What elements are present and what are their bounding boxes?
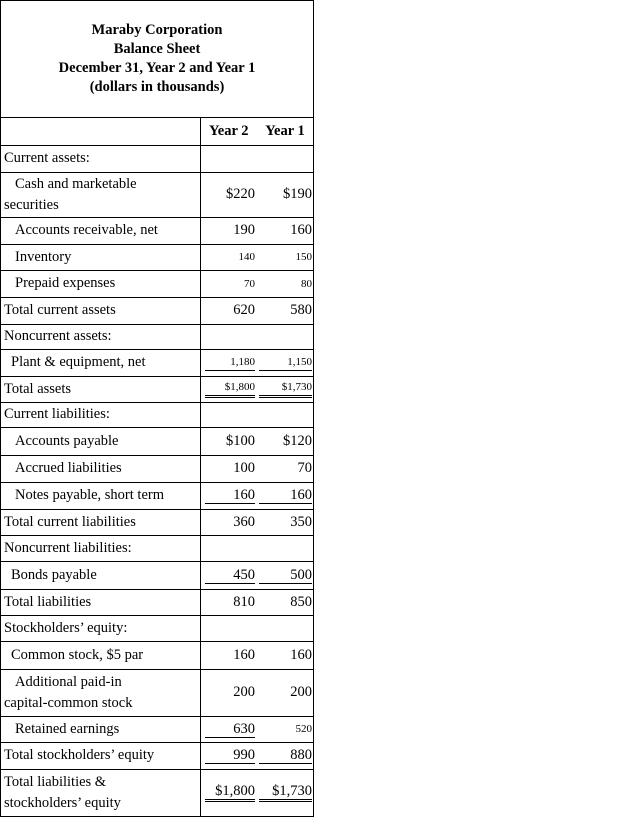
row-label: Total liabilities & stockholders’ equity	[1, 769, 200, 816]
section-stockholders-equity: Stockholders’ equity:	[1, 615, 200, 641]
section-current-liabilities: Current liabilities:	[1, 402, 200, 427]
row-label: Common stock, $5 par	[1, 641, 200, 669]
row-label: Accounts receivable, net	[1, 217, 200, 244]
row-label: Retained earnings	[1, 716, 200, 742]
row-value-y2: $1,800	[205, 380, 255, 398]
sheet-header	[1, 1, 313, 118]
row-value-y1: $190	[257, 172, 313, 217]
col-year1: Year 1	[257, 118, 313, 145]
row-label: Total liabilities	[1, 589, 200, 615]
row-value-y2: $220	[200, 172, 257, 217]
table-row	[1, 402, 313, 427]
row-value-y1: 580	[257, 297, 313, 324]
row-value-y2: 360	[200, 509, 257, 535]
row-value-y2: 190	[200, 217, 257, 244]
row-label: Accounts payable	[1, 427, 200, 455]
row-label: Prepaid expenses	[1, 270, 200, 297]
row-value-y1: $1,730	[259, 380, 312, 398]
section-noncurrent-liabilities: Noncurrent liabilities:	[1, 535, 200, 561]
row-value-y2: 1,180	[205, 355, 255, 371]
row-label: Total current assets	[1, 297, 200, 324]
row-value-y2: 100	[200, 455, 257, 482]
table-row	[1, 145, 313, 172]
row-value-y2: 620	[200, 297, 257, 324]
row-value-y1: 500	[259, 568, 312, 584]
row-value-y1: 150	[257, 244, 313, 270]
row-label: Accrued liabilities	[1, 455, 200, 482]
row-value-y1: 850	[257, 589, 313, 615]
col-year2: Year 2	[200, 118, 257, 145]
table-row	[1, 217, 313, 244]
row-value-y1: $120	[257, 427, 313, 455]
statement-units: (dollars in thousands)	[89, 79, 225, 95]
row-value-y1: 70	[257, 455, 313, 482]
table-row	[1, 455, 313, 482]
table-row	[1, 297, 313, 324]
table-row	[1, 769, 313, 816]
row-value-y2: 160	[205, 488, 255, 504]
table-row	[1, 589, 313, 615]
row-value-y1: 160	[257, 217, 313, 244]
row-label: Total assets	[1, 376, 200, 402]
row-value-y2: $100	[200, 427, 257, 455]
statement-date: December 31, Year 2 and Year 1	[58, 60, 256, 76]
row-label: Bonds payable	[1, 561, 200, 589]
row-value-y2: 990	[205, 748, 255, 764]
row-label: Notes payable, short term	[1, 482, 200, 509]
column-header-row	[1, 118, 313, 145]
row-label: Cash and marketable securities	[1, 172, 200, 217]
section-current-assets: Current assets:	[1, 145, 200, 172]
table-row	[1, 427, 313, 455]
row-value-y1: 350	[257, 509, 313, 535]
row-value-y1: 80	[257, 270, 313, 297]
table-row	[1, 641, 313, 669]
table-row	[1, 172, 313, 217]
row-value-y1: 1,150	[259, 355, 312, 371]
table-row	[1, 509, 313, 535]
balance-sheet	[0, 0, 314, 817]
row-value-y2: 450	[205, 568, 255, 584]
table-row	[1, 270, 313, 297]
row-value-y1: 200	[257, 669, 313, 716]
row-value-y2: 810	[200, 589, 257, 615]
company-name: Maraby Corporation	[91, 22, 223, 38]
row-value-y1: 160	[257, 641, 313, 669]
balance-table	[1, 118, 313, 817]
table-row	[1, 742, 313, 769]
table-row	[1, 376, 313, 402]
row-label: Inventory	[1, 244, 200, 270]
row-value-y2: $1,800	[205, 784, 255, 802]
table-row	[1, 716, 313, 742]
table-row	[1, 615, 313, 641]
row-value-y2: 140	[200, 244, 257, 270]
row-label: Total current liabilities	[1, 509, 200, 535]
row-value-y2: 630	[205, 722, 255, 738]
row-value-y2: 200	[200, 669, 257, 716]
row-value-y1: 880	[259, 748, 312, 764]
table-row	[1, 324, 313, 349]
table-row	[1, 535, 313, 561]
statement-title: Balance Sheet	[113, 41, 201, 57]
table-row	[1, 244, 313, 270]
row-value-y1: 160	[259, 488, 312, 504]
row-value-y2: 160	[200, 641, 257, 669]
row-label: Additional paid-in capital-common stock	[1, 669, 200, 716]
row-value-y1: 520	[257, 716, 313, 742]
row-value-y1: $1,730	[259, 784, 312, 802]
table-row	[1, 482, 313, 509]
table-row	[1, 349, 313, 376]
table-row	[1, 561, 313, 589]
section-noncurrent-assets: Noncurrent assets:	[1, 324, 200, 349]
row-label: Total stockholders’ equity	[1, 742, 200, 769]
row-label: Plant & equipment, net	[1, 349, 200, 376]
row-value-y2: 70	[200, 270, 257, 297]
table-row	[1, 669, 313, 716]
